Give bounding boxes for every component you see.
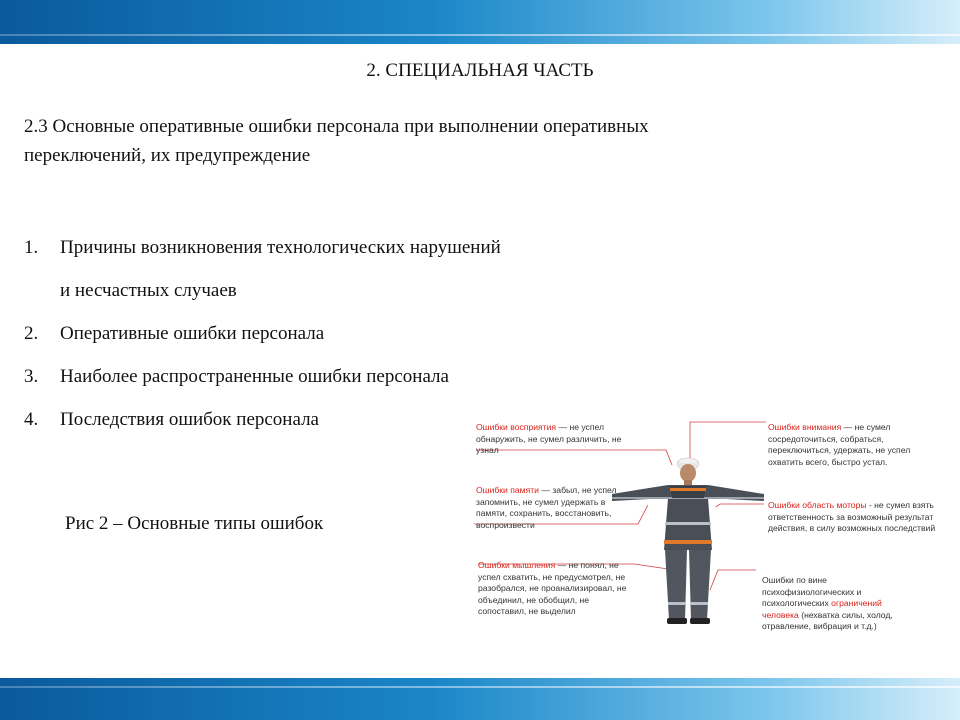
list-item bbox=[24, 312, 664, 355]
list-item bbox=[24, 355, 664, 398]
callout-text: — не сумел сосредоточиться, собраться, переключиться, удержать, не успел охватить всего, быстро устал. bbox=[768, 422, 911, 467]
motor-errors-callout bbox=[768, 500, 943, 535]
callout-title: Ошибки памяти bbox=[476, 485, 539, 495]
list-item bbox=[24, 269, 664, 312]
callout-text: Ошибки по вине психофизиологических и психологических bbox=[762, 575, 862, 608]
callout-title: Ошибки внимания bbox=[768, 422, 842, 432]
list-item-number: 3. bbox=[24, 365, 39, 387]
perception-errors-callout bbox=[476, 422, 644, 457]
list-item-text: и несчастных случаев bbox=[60, 279, 237, 301]
list-item-number: 1. bbox=[24, 236, 39, 258]
list-item-text: Последствия ошибок персонала bbox=[60, 408, 319, 430]
callout-text: (нехватка силы, холод, отравление, вибрация и т.д.) bbox=[762, 609, 893, 631]
list-item-text: Оперативные ошибки персонала bbox=[60, 322, 325, 344]
callout-text: — не успел обнаружить, не сумел различить, не узнал bbox=[476, 422, 622, 455]
list-item-number: 4. bbox=[24, 408, 39, 430]
memory-errors-callout bbox=[476, 485, 634, 531]
section-title: 2. СПЕЦИАЛЬНАЯ ЧАСТЬ bbox=[366, 60, 594, 81]
topic-list bbox=[24, 226, 664, 441]
callout-title: ограничений человека bbox=[762, 598, 882, 620]
list-item-number: 2. bbox=[24, 322, 39, 344]
subtitle bbox=[24, 112, 854, 170]
list-item-text: Наиболее распространенные ошибки персонала bbox=[60, 365, 449, 387]
callout-text: — забыл, не успел запомнить, не сумел удержать в памяти, сохранить, восстановить, воспроизвести bbox=[476, 485, 617, 530]
attention-errors-callout bbox=[768, 422, 926, 468]
list-item-text: Причины возникновения технологических нарушений bbox=[60, 236, 501, 258]
list-item bbox=[24, 226, 664, 269]
top-header-band bbox=[0, 0, 960, 44]
error-types-figure bbox=[470, 410, 950, 630]
callout-title: Ошибки мышления bbox=[478, 560, 556, 570]
callout-title: Ошибки область моторы bbox=[768, 500, 867, 510]
bottom-footer-band bbox=[0, 678, 960, 720]
callout-text: — не понял, не успел схватить, не предусмотрел, не разобрался, не проанализировал, не объединил, не обобщил, не сопоставил, не выделил bbox=[478, 560, 627, 616]
subtitle-line: 2.3 Основные оперативные ошибки персонала при выполнении оперативных bbox=[24, 116, 649, 137]
human-limits-errors-callout bbox=[762, 575, 912, 633]
thinking-errors-callout bbox=[478, 560, 638, 618]
figure-caption: Рис 2 – Основные типы ошибок bbox=[65, 513, 324, 534]
subtitle-line: переключений, их предупреждение bbox=[24, 145, 311, 166]
callout-title: Ошибки восприятия bbox=[476, 422, 557, 432]
callout-text: - не сумел взять ответственность за возможный результат действия, в силу возможных последствий bbox=[768, 500, 936, 533]
